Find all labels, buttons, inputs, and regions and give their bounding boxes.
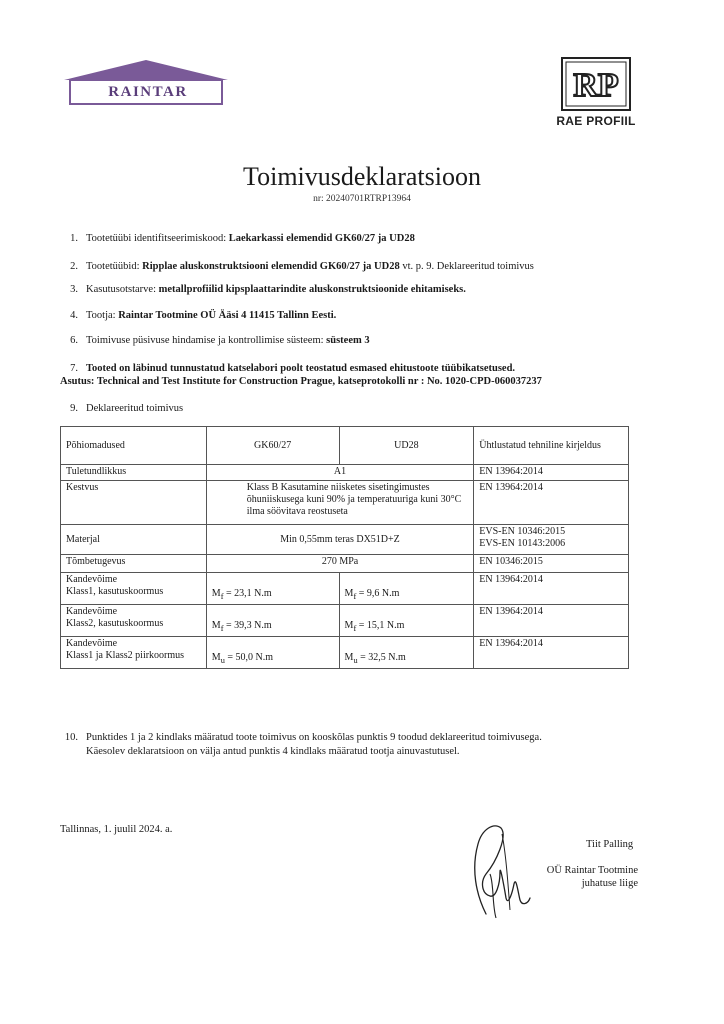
- item-label: Tootja:: [86, 310, 119, 321]
- table-cell: [206, 481, 473, 525]
- moment-subscript: f: [353, 592, 357, 601]
- table-cell: 270 MPa: [206, 555, 473, 573]
- table-cell: EN 10346:2015: [474, 555, 629, 573]
- rae-profiil-caption: RAE PROFIIL: [556, 114, 636, 128]
- item-number: 4.: [70, 310, 78, 321]
- cell-line: õhuniiskusega kuni 90% ja temperatuuriga kuni 30°C: [246, 494, 462, 505]
- moment-symbol: M: [344, 588, 354, 599]
- table-header-row: [61, 427, 629, 465]
- moment-value: = 23,1 N.m: [223, 588, 272, 599]
- place-date: Tallinnas, 1. juulil 2024. a.: [60, 824, 173, 835]
- table-cell: Materjal: [61, 525, 207, 555]
- item-value: metallprofiilid kipsplaattarindite aluskonstruktsioonide ehitamiseks.: [158, 284, 466, 295]
- table-row: [61, 465, 629, 481]
- header-cell: Ühtlustatud tehniline kirjeldus: [474, 427, 629, 465]
- item-10-line2: Käesolev deklaratsioon on välja antud punktis 4 kindlaks määratud tootja ainuvastutusel.: [86, 746, 460, 757]
- moment-value: = 9,6 N.m: [356, 588, 400, 599]
- table-row: [61, 555, 629, 573]
- moment-subscript: f: [353, 624, 357, 633]
- raintar-wordmark: RAINTAR: [108, 84, 188, 100]
- asutus-line: Asutus: Technical and Test Institute for Construction Prague, katseprotokolli nr : No. 1020-CPD-060037237: [60, 376, 542, 387]
- moment-symbol: M: [344, 620, 354, 631]
- item-label: Tootetüübid:: [86, 261, 143, 272]
- table-cell: EN 13964:2014: [474, 465, 629, 481]
- moment-symbol: M: [211, 588, 221, 599]
- table-row: [61, 573, 629, 605]
- performance-table: [60, 426, 629, 669]
- item-number: 10.: [64, 732, 78, 743]
- page-title: Toimivusdeklaratsioon: [243, 162, 481, 191]
- table-cell: EN 13964:2014: [474, 605, 629, 637]
- item-number: 2.: [70, 261, 78, 272]
- cell-line: Kandevõime: [66, 606, 118, 617]
- moment-symbol: M: [211, 620, 221, 631]
- item-value: süsteem 3: [326, 335, 370, 346]
- table-cell: [61, 605, 207, 637]
- item-6: [56, 334, 370, 347]
- item-10: [56, 731, 542, 744]
- item-label: Deklareeritud toimivus: [86, 403, 184, 414]
- table-cell: [206, 637, 339, 669]
- table-cell: Min 0,55mm teras DX51D+Z: [206, 525, 473, 555]
- table-cell: EN 13964:2014: [474, 573, 629, 605]
- signature: [456, 814, 536, 924]
- item-value: Ripplae aluskonstruktsiooni elemendid GK60/27 ja UD28: [142, 261, 400, 272]
- table-cell: [206, 573, 339, 605]
- item-value: Raintar Tootmine OÜ Ääsi 4 11415 Tallinn Eesti.: [118, 310, 337, 321]
- table-cell: [339, 573, 474, 605]
- table-row: [61, 637, 629, 669]
- moment-value: = 50,0 N.m: [224, 652, 273, 663]
- table-cell: [61, 573, 207, 605]
- item-text: Punktides 1 ja 2 kindlaks määratud toote toimivus on kooskõlas punktis 9 toodud deklareeritud toimivusega.: [86, 732, 542, 743]
- signer-company: OÜ Raintar Tootmine: [546, 865, 638, 876]
- cell-line: Kandevõime: [66, 574, 118, 585]
- signer-role: juhatuse liige: [581, 878, 638, 889]
- moment-subscript: f: [220, 624, 224, 633]
- item-number: 9.: [70, 403, 78, 414]
- table-cell: Tõmbetugevus: [61, 555, 207, 573]
- table-cell: [339, 637, 474, 669]
- table-cell: [339, 605, 474, 637]
- table-row: [61, 481, 629, 525]
- cell-line: EVS-EN 10346:2015: [479, 526, 566, 537]
- header-cell: Põhiomadused: [61, 427, 207, 465]
- header-cell: GK60/27: [206, 427, 339, 465]
- cell-line: ilma söövitava reostuseta: [246, 506, 348, 517]
- table-cell: Tuletundlikkus: [61, 465, 207, 481]
- header-cell: UD28: [339, 427, 474, 465]
- item-number: 6.: [70, 335, 78, 346]
- item-value: Tooted on läbinud tunnustatud katselabori poolt teostatud esmased ehitustoote tüübikatsetused.: [86, 363, 516, 374]
- moment-symbol: M: [344, 652, 354, 663]
- moment-subscript: f: [220, 592, 224, 601]
- cell-line: EVS-EN 10143:2006: [479, 538, 566, 549]
- rae-profiil-logo: [560, 56, 632, 112]
- cell-line: Klass1, kasutuskoormus: [66, 586, 164, 597]
- item-label: Tootetüübi identifitseerimiskood:: [86, 233, 229, 244]
- signer-name: Tiit Palling: [586, 839, 634, 850]
- item-number: 3.: [70, 284, 78, 295]
- item-4: [56, 309, 336, 322]
- moment-value: = 15,1 N.m: [356, 620, 405, 631]
- item-number: 7.: [70, 363, 78, 374]
- table-cell: [61, 637, 207, 669]
- item-label: Toimivuse püsivuse hindamise ja kontrollimise süsteem:: [86, 335, 327, 346]
- cell-line: Kandevõime: [66, 638, 118, 649]
- moment-value: = 32,5 N.m: [357, 652, 406, 663]
- table-row: [61, 605, 629, 637]
- cell-line: Klass2, kasutuskoormus: [66, 618, 164, 629]
- moment-value: = 39,3 N.m: [223, 620, 272, 631]
- item-value: Laekarkassi elemendid GK60/27 ja UD28: [228, 233, 415, 244]
- moment-symbol: M: [211, 652, 221, 663]
- moment-subscript: u: [220, 656, 225, 665]
- document-number: nr: 20240701RTRP13964: [313, 194, 411, 204]
- item-tail: vt. p. 9. Deklareeritud toimivus: [399, 261, 534, 272]
- item-3: [56, 283, 466, 296]
- table-cell: Kestvus: [61, 481, 207, 525]
- rp-mark: RP: [573, 67, 619, 104]
- item-2: [56, 260, 534, 273]
- item-number: 1.: [70, 233, 78, 244]
- table-row: [61, 525, 629, 555]
- table-cell: [474, 525, 629, 555]
- table-cell: [206, 605, 339, 637]
- cell-line: Klass1 ja Klass2 piirkoormus: [66, 650, 185, 661]
- cell-line: Klass B Kasutamine niisketes sisetingimustes: [246, 482, 430, 493]
- item-1: [56, 232, 415, 245]
- table-cell: EN 13964:2014: [474, 481, 629, 525]
- item-label: Kasutusotstarve:: [86, 284, 159, 295]
- table-cell: EN 13964:2014: [474, 637, 629, 669]
- item-7: [56, 362, 515, 375]
- table-cell: A1: [206, 465, 473, 481]
- item-9: [56, 402, 183, 415]
- moment-subscript: u: [353, 656, 358, 665]
